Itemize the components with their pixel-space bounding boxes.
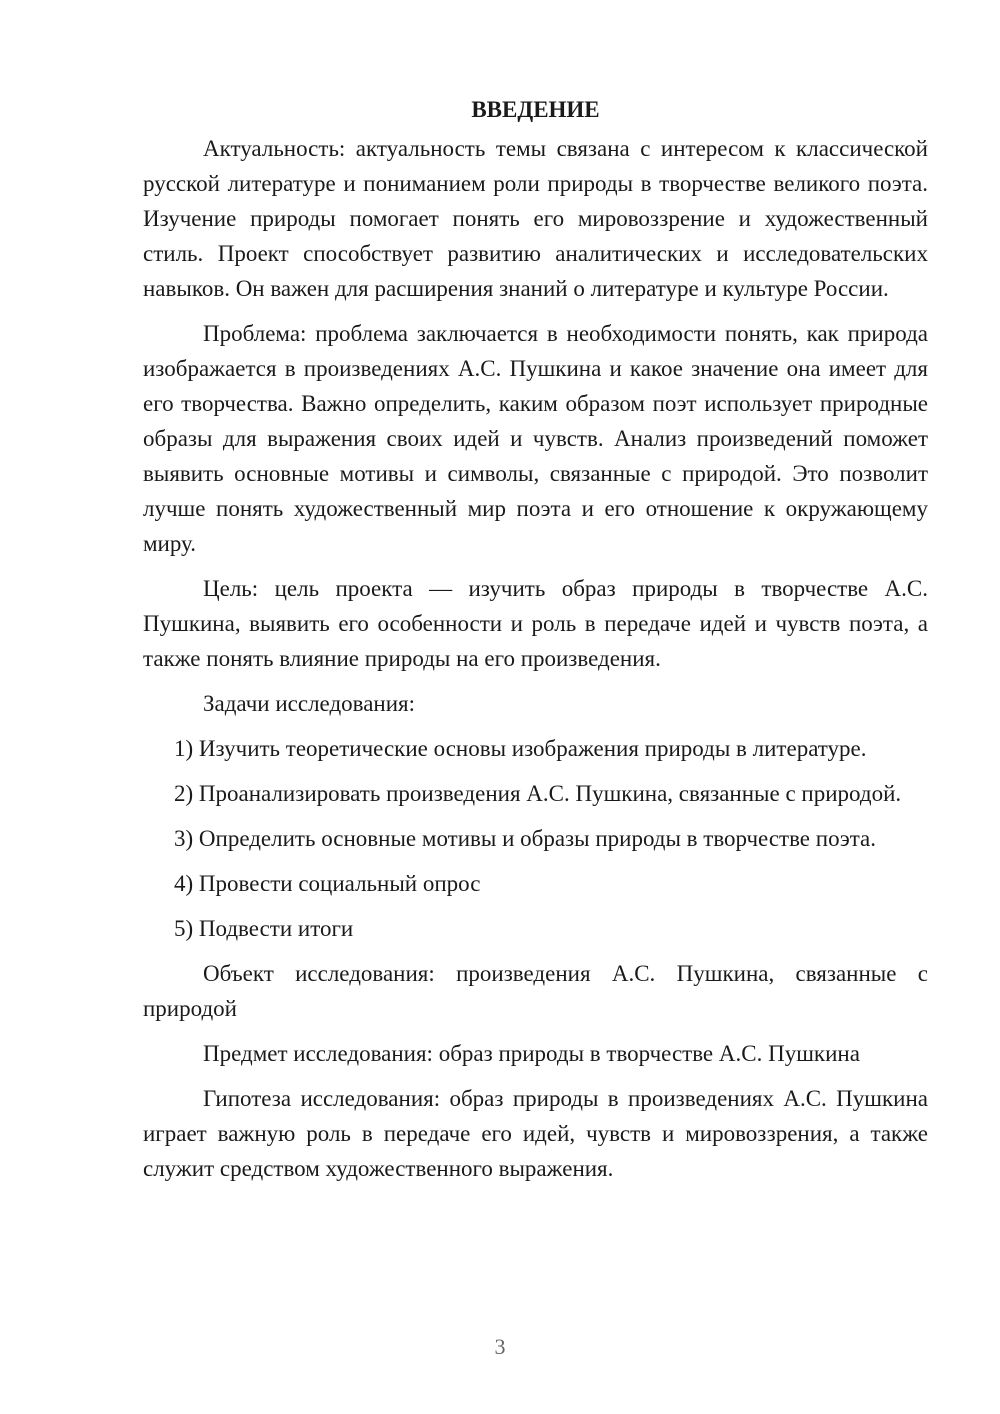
- task-item-3: 3) Определить основные мотивы и образы природы в творчестве поэта.: [174, 826, 877, 851]
- paragraph-relevance: Актуальность: актуальность темы связана с интересом к классической русской литературе и пониманием роли природы в творчестве великого поэта. Изучение природы помогает понять его мировоззрение и художественный стиль. Проект способствует развитию аналитических и исследовательских навыков. Он важен для расширения знаний о литературе и культуре России.: [143, 136, 928, 301]
- task-item-2: 2) Проанализировать произведения А.С. Пушкина, связанные с природой.: [174, 781, 902, 806]
- paragraph-problem: Проблема: проблема заключается в необходимости понять, как природа изображается в произведениях А.С. Пушкина и какое значение она имеет для его творчества. Важно определить, каким образом поэт использует природные образы для выражения своих идей и чувств. Анализ произведений поможет выявить основные мотивы и символы, связанные с природой. Это позволит лучше понять художественный мир поэта и его отношение к окружающему миру.: [143, 321, 928, 556]
- paragraph-tasks-title: Задачи исследования:: [203, 691, 416, 716]
- paragraph-subject: Предмет исследования: образ природы в творчестве А.С. Пушкина: [203, 1041, 860, 1066]
- paragraph-hypothesis: Гипотеза исследования: образ природы в произведениях А.С. Пушкина играет важную роль в передаче его идей, чувств и мировоззрения, а также служит средством художественного выражения.: [143, 1086, 928, 1181]
- paragraph-object: Объект исследования: произведения А.С. Пушкина, связанные с природой: [143, 961, 928, 1021]
- task-item-5: 5) Подвести итоги: [174, 916, 354, 941]
- task-item-4: 4) Провести социальный опрос: [174, 871, 481, 896]
- page-number: 3: [494, 1334, 506, 1359]
- section-heading: ВВЕДЕНИЕ: [471, 97, 600, 122]
- paragraph-goal: Цель: цель проекта — изучить образ природы в творчестве А.С. Пушкина, выявить его особенности и роль в передаче идей и чувств поэта, а также понять влияние природы на его произведения.: [143, 576, 928, 671]
- task-item-1: 1) Изучить теоретические основы изображения природы в литературе.: [174, 736, 867, 761]
- document-page: [143, 93, 928, 1186]
